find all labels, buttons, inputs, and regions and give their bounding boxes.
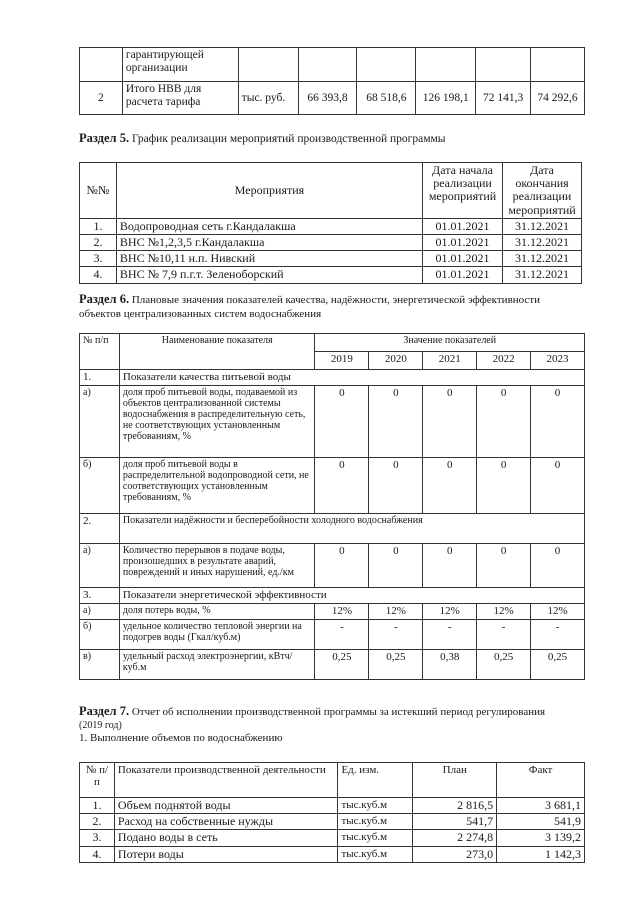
header-values: Значение показателей: [315, 334, 585, 352]
row-num: а): [80, 386, 120, 458]
header-fact: Факт: [497, 763, 585, 798]
row-end: 31.12.2021: [503, 218, 582, 234]
value-cell: 74 292,6: [531, 82, 585, 115]
row-fact: 541,9: [497, 814, 585, 830]
section6-label: Раздел 6.: [79, 292, 130, 306]
row-unit: тыс.куб.м: [338, 814, 413, 830]
header-event: Мероприятия: [116, 163, 422, 219]
row-unit: тыс. руб.: [238, 82, 298, 115]
row-num: 3.: [80, 830, 115, 846]
value-cell: -: [315, 620, 369, 650]
row-num: 1.: [80, 798, 115, 814]
row-num: 3.: [80, 588, 120, 604]
value-cell: 0: [477, 458, 531, 514]
row-name: Объем поднятой воды: [114, 798, 338, 814]
row-event: ВНС № 7,9 п.г.т. Зеленоборский: [116, 267, 422, 283]
row-start: 01.01.2021: [423, 234, 503, 250]
year-header: 2020: [369, 352, 423, 370]
value-cell: -: [423, 620, 477, 650]
row-name: удельное количество тепловой энергии на подогрев воды (Гкал/куб.м): [119, 620, 315, 650]
header-num: №№: [80, 163, 117, 219]
section7-title-line2: (2019 год): [79, 720, 122, 732]
row-start: 01.01.2021: [423, 251, 503, 267]
table-row: [80, 846, 585, 862]
table-row: [80, 267, 582, 283]
row-name: Подано воды в сеть: [114, 830, 338, 846]
table-row: [80, 830, 585, 846]
year-header: 2023: [531, 352, 585, 370]
section6-title: Плановые значения показателей качества, надёжности, энергетической эффективности: [131, 294, 540, 306]
table-row: [80, 814, 585, 830]
row-plan: 541,7: [413, 814, 497, 830]
value-cell: 126 198,1: [416, 82, 476, 115]
value-cell: 0,25: [369, 650, 423, 680]
row-num: а): [80, 604, 120, 620]
row-end: 31.12.2021: [503, 251, 582, 267]
row-plan: 273,0: [413, 846, 497, 862]
table-row: [80, 544, 585, 588]
table-row: [80, 370, 585, 386]
row-event: ВНС №10,11 н.п. Нивский: [116, 251, 422, 267]
table-row: [80, 251, 582, 267]
table-row: [80, 458, 585, 514]
row-event: ВНС №1,2,3,5 г.Кандалакша: [116, 234, 422, 250]
row-end: 31.12.2021: [503, 267, 582, 283]
tariff-table: [79, 47, 585, 115]
row-num: 3.: [80, 251, 117, 267]
value-cell: 0: [369, 544, 423, 588]
year-header: 2022: [477, 352, 531, 370]
row-name: Показатели качества питьевой воды: [119, 370, 584, 386]
row-num: 2: [80, 82, 123, 115]
row-name: Расход на собственные нужды: [114, 814, 338, 830]
value-cell: 0: [531, 458, 585, 514]
row-name: доля проб питьевой воды в распределительной водопроводной сети, не соответствующих установленным требованиям, %: [119, 458, 315, 514]
row-name: Итого НВВ для расчета тарифа: [122, 82, 238, 115]
section7-label: Раздел 7.: [79, 704, 130, 718]
year-header: 2021: [423, 352, 477, 370]
section6-title-line2: объектов централизованных систем водоснабжения: [79, 307, 322, 320]
section5-label: Раздел 5.: [79, 131, 130, 145]
value-cell: 12%: [423, 604, 477, 620]
table-header-row: [80, 334, 585, 352]
row-event: Водопроводная сеть г.Кандалакша: [116, 218, 422, 234]
row-start: 01.01.2021: [423, 218, 503, 234]
value-cell: 0: [423, 386, 477, 458]
table-row: [80, 604, 585, 620]
section5-title: График реализации мероприятий производственной программы: [131, 133, 446, 145]
row-unit: тыс.куб.м: [338, 798, 413, 814]
table-header-row: [80, 163, 582, 219]
row-plan: 2 274,8: [413, 830, 497, 846]
row-num: 4.: [80, 846, 115, 862]
row-unit: тыс.куб.м: [338, 830, 413, 846]
value-cell: 0: [423, 458, 477, 514]
row-name: Количество перерывов в подаче воды, произошедших в результате аварий, повреждений и иных нарушений, ед./км: [119, 544, 315, 588]
section7-title: Отчет об исполнении производственной программы за истекший период регулирования: [131, 706, 546, 718]
row-name: доля потерь воды, %: [119, 604, 315, 620]
value-cell: 0: [315, 458, 369, 514]
section7-subtitle: 1. Выполнение объемов по водоснабжению: [79, 732, 283, 745]
value-cell: -: [477, 620, 531, 650]
table-row: [80, 234, 582, 250]
table-header-row: [80, 763, 585, 798]
value-cell: 0: [477, 386, 531, 458]
row-name: гарантирующей организации: [122, 48, 238, 82]
value-cell: 0,25: [315, 650, 369, 680]
value-cell: 12%: [369, 604, 423, 620]
header-name: Наименование показателя: [119, 334, 315, 370]
row-name: Потери воды: [114, 846, 338, 862]
value-cell: 0: [531, 544, 585, 588]
header-plan: План: [413, 763, 497, 798]
row-num: 4.: [80, 267, 117, 283]
table-row: [80, 620, 585, 650]
value-cell: 72 141,3: [476, 82, 531, 115]
value-cell: 66 393,8: [298, 82, 357, 115]
header-num: № п/п: [80, 763, 115, 798]
row-name: доля проб питьевой воды, подаваемой из объектов централизованной системы водоснабжения в распределительную сеть, не соответствующих установленным требованиям, %: [119, 386, 315, 458]
row-fact: 3 139,2: [497, 830, 585, 846]
schedule-table: [79, 162, 582, 284]
table-row: [80, 386, 585, 458]
value-cell: 12%: [531, 604, 585, 620]
header-start: Дата начала реализации мероприятий: [423, 163, 503, 219]
row-num: 1.: [80, 218, 117, 234]
value-cell: 0: [477, 544, 531, 588]
table-row: [80, 588, 585, 604]
row-name: Показатели энергетической эффективности: [119, 588, 584, 604]
value-cell: 0,25: [477, 650, 531, 680]
table-row: [80, 82, 585, 115]
table-row: [80, 514, 585, 544]
value-cell: 0: [369, 386, 423, 458]
row-num: 2.: [80, 234, 117, 250]
row-name: Показатели надёжности и бесперебойности холодного водоснабжения: [119, 514, 584, 544]
header-num: № п/п: [80, 334, 120, 370]
value-cell: 0: [315, 386, 369, 458]
row-num: б): [80, 458, 120, 514]
value-cell: 0: [315, 544, 369, 588]
table-row: [80, 650, 585, 680]
row-name: удельный расход электроэнергии, кВтч/куб.м: [119, 650, 315, 680]
value-cell: -: [531, 620, 585, 650]
header-end: Дата окончания реализации мероприятий: [503, 163, 582, 219]
section6-heading: [79, 292, 589, 322]
table-row: [80, 798, 585, 814]
report-table: [79, 762, 585, 863]
indicators-table: [79, 333, 585, 680]
value-cell: 12%: [315, 604, 369, 620]
row-num: 2.: [80, 514, 120, 544]
row-num: 2.: [80, 814, 115, 830]
row-start: 01.01.2021: [423, 267, 503, 283]
row-num: б): [80, 620, 120, 650]
row-num: в): [80, 650, 120, 680]
value-cell: -: [369, 620, 423, 650]
row-end: 31.12.2021: [503, 234, 582, 250]
header-unit: Ед. изм.: [338, 763, 413, 798]
header-name: Показатели производственной деятельности: [114, 763, 338, 798]
value-cell: 0: [423, 544, 477, 588]
table-row: [80, 218, 582, 234]
value-cell: 68 518,6: [357, 82, 416, 115]
section5-heading: [79, 131, 445, 146]
row-unit: тыс.куб.м: [338, 846, 413, 862]
table-row: [80, 48, 585, 82]
row-num: 1.: [80, 370, 120, 386]
year-header: 2019: [315, 352, 369, 370]
value-cell: 0: [369, 458, 423, 514]
section7-heading: [79, 704, 594, 746]
value-cell: 0,38: [423, 650, 477, 680]
row-fact: 3 681,1: [497, 798, 585, 814]
value-cell: 0: [531, 386, 585, 458]
row-plan: 2 816,5: [413, 798, 497, 814]
value-cell: 12%: [477, 604, 531, 620]
value-cell: 0,25: [531, 650, 585, 680]
row-fact: 1 142,3: [497, 846, 585, 862]
row-num: а): [80, 544, 120, 588]
